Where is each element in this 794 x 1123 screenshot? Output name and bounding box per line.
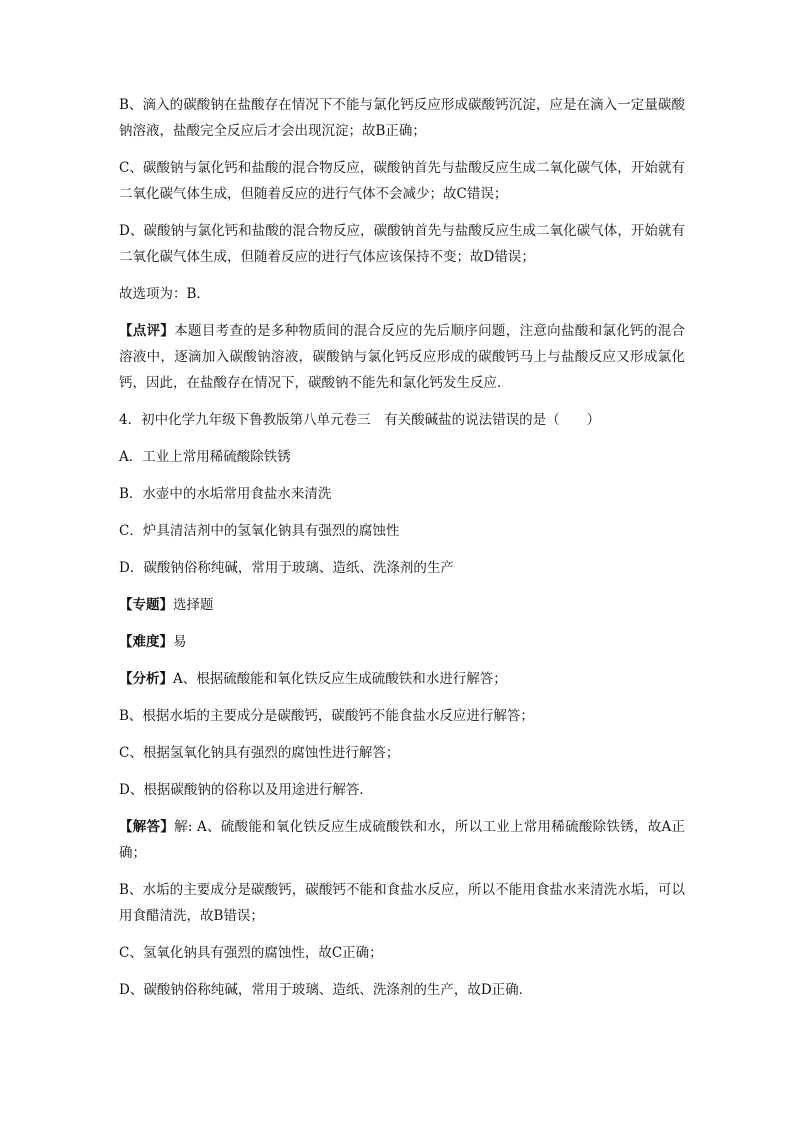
answer-first: 解: A、硫酸能和氧化铁反应生成硫酸铁和水，所以工业上常用稀硫酸除铁锈，故A正确； [119,819,685,861]
document-page [119,92,685,1014]
analysis-first: A、根据硫酸能和氧化铁反应生成硫酸铁和水进行解答； [173,671,507,687]
prev-answer-item-c: C、碳酸钠与氯化钙和盐酸的混合物反应，碳酸钠首先与盐酸反应生成二氧化碳气体，开始就有二氧化碳气体生成，但随着反应的进行气体不会减少；故C错误； [119,160,685,202]
option-a: A．工业上常用稀硫酸除铁锈 [119,449,291,465]
difficulty-text: 易 [173,634,187,650]
answer-line [119,814,685,866]
answer-tag: 【解答】 [119,819,175,835]
answer-item-b: B、水垢的主要成分是碳酸钙，碳酸钙不能和食盐水反应，所以不能用食盐水来清洗水垢，可以用食醋清洗，故B错误； [119,882,685,924]
analysis-item-b: B、根据水垢的主要成分是碳酸钙，碳酸钙不能食盐水反应进行解答； [119,708,534,724]
analysis-line [119,666,685,692]
question-stem: 4．初中化学九年级下鲁教版第八单元卷三 有关酸碱盐的说法错误的是（ ） [119,412,601,428]
topic-tag: 【专题】 [119,597,173,613]
analysis-item-c: C、根据氢氧化钠具有强烈的腐蚀性进行解答； [119,745,400,761]
prev-answer-item-d: D、碳酸钠与氯化钙和盐酸的混合物反应，碳酸钠首先与盐酸反应生成二氧化碳气体，开始就有二氧化碳气体生成，但随着反应的进行气体应该保持不变；故D错误； [119,223,685,265]
analysis-item-d: D、根据碳酸钠的俗称以及用途进行解答． [119,782,373,798]
analysis-tag: 【分析】 [119,671,173,687]
prev-answer-item-b: B、滴入的碳酸钠在盐酸存在情况下不能与氯化钙反应形成碳酸钙沉淀，应是在滴入一定量碳酸钠溶液，盐酸完全反应后才会出现沉淀；故B正确； [119,97,685,139]
topic-text: 选择题 [173,597,214,613]
prev-conclusion: 故选项为：B． [119,286,210,302]
answer-item-c: C、氢氧化钠具有强烈的腐蚀性，故C正确； [119,945,383,961]
comment-text: 本题目考查的是多种物质间的混合反应的先后顺序问题，注意向盐酸和氯化钙的混合溶液中，逐滴加入碳酸钠溶液，碳酸钠与氯化钙反应形成的碳酸钙马上与盐酸反应又形成氯化钙，因此，在盐酸存在情况下，碳酸钠不能先和氯化钙发生反应． [119,323,685,391]
option-b: B．水壶中的水垢常用食盐水来清洗 [119,486,332,502]
option-d: D．碳酸钠俗称纯碱，常用于玻璃、造纸、洗涤剂的生产 [119,560,454,576]
topic-line [119,592,685,618]
prev-comment [119,318,685,396]
difficulty-line [119,629,685,655]
comment-tag: 【点评】 [119,323,175,339]
difficulty-tag: 【难度】 [119,634,173,650]
option-c: C．炉具清洁剂中的氢氧化钠具有强烈的腐蚀性 [119,523,400,539]
answer-item-d: D、碳酸钠俗称纯碱，常用于玻璃、造纸、洗涤剂的生产，故D正确． [119,982,533,998]
